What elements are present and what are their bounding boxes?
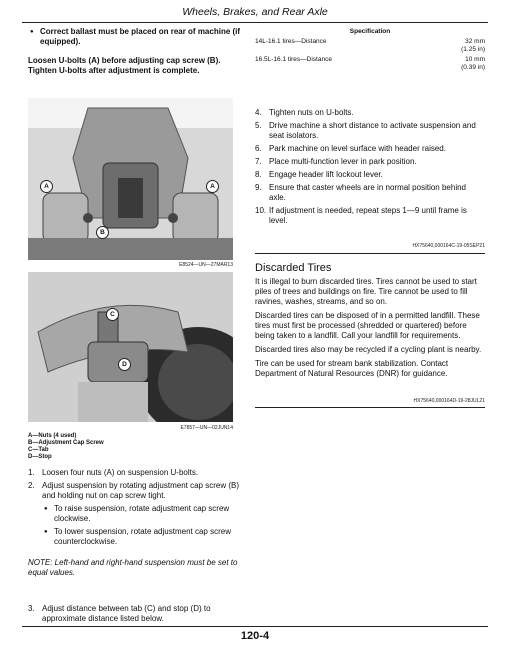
legend-item: A—Nuts (4 used) <box>28 433 77 439</box>
list-item: 7. Place multi-function lever in park position. <box>255 157 417 166</box>
left-steps <box>28 468 248 547</box>
list-item: 4. Tighten nuts on U-bolts. <box>255 108 354 117</box>
section-rule <box>255 253 485 254</box>
spec-title: Specification <box>349 28 391 35</box>
callout-a-left: A <box>40 180 53 193</box>
spec-row <box>255 56 485 64</box>
suspension-photo-2 <box>28 272 233 422</box>
doc-code: HX75640,000164D-19-28JUL21 <box>413 398 485 404</box>
legend-item: D—Stop <box>28 454 52 460</box>
note: NOTE: Left-hand and right-hand suspension must be set to equal values. <box>28 558 238 577</box>
list-item: 5. Drive machine a short distance to activate suspension and seat isolators. <box>255 121 476 140</box>
figure-legend <box>28 433 233 461</box>
suspension-illustration-1 <box>28 98 233 260</box>
sub-bullets <box>28 504 248 547</box>
spec-value: 32 mm <box>465 38 485 45</box>
callout-c: C <box>106 308 119 321</box>
callout-a-right: A <box>206 180 219 193</box>
doc-code: HX75640,000164C-19-05SEP21 <box>412 243 485 249</box>
list-item: 10. If adjustment is needed, repeat steps 1—9 until frame is level. <box>255 206 467 225</box>
callout-b: B <box>96 226 109 239</box>
suspension-photo-1 <box>28 98 233 260</box>
list-item: 6. Park machine on level surface with header raised. <box>255 144 446 153</box>
suspension-illustration-2 <box>28 272 233 422</box>
header-rule <box>22 22 488 23</box>
figure-code: E7857—UN—02JUN14 <box>180 425 233 431</box>
section-rule <box>255 407 485 408</box>
ubolt-warning: Loosen U-bolts (A) before adjusting cap screw (B). Tighten U-bolts after adjustment is complete. <box>28 56 221 75</box>
paragraph: Discarded tires can be disposed of in a permitted landfill. These tires must first be processed (shredded or quartered) before being taken to a landfill. Call your landfill for requirements. <box>255 311 480 340</box>
legend-item: C—Tab <box>28 447 49 453</box>
page-header: Wheels, Brakes, and Rear Axle <box>182 6 328 18</box>
footer-rule <box>22 626 488 627</box>
list-item: 9. Ensure that caster wheels are in normal position behind axle. <box>255 183 466 202</box>
list-item: 1. Loosen four nuts (A) on suspension U-bolts. <box>28 468 199 477</box>
section-title: Discarded Tires <box>255 262 332 274</box>
spec-sub: (0.39 in) <box>461 64 485 71</box>
spec-label: 14L-16.1 tires—Distance <box>255 38 327 45</box>
list-item: ● To raise suspension, rotate adjustment cap screw clockwise. <box>42 504 248 524</box>
list-item: ● To lower suspension, rotate adjustment cap screw counterclockwise. <box>42 527 248 547</box>
paragraph: Tire can be used for stream bank stabilization. Contact Department of Natural Resources (DNR) for guidance. <box>255 359 449 378</box>
figure-code: E8524—UN—27MAR13 <box>179 262 233 268</box>
paragraph: It is illegal to burn discarded tires. Tires cannot be used to start piles of trees and buildings on fire. Tire cannot be used to fill ravines, washes, streams, and so on. <box>255 277 477 306</box>
spec-value: 10 mm <box>465 56 485 63</box>
spec-table <box>255 38 485 74</box>
list-item: 2. Adjust suspension by rotating adjustment cap screw (B) and holding nut on cap screw tight. <box>28 481 239 500</box>
spec-row <box>255 38 485 46</box>
spec-sub: (1.25 in) <box>461 46 485 53</box>
spec-label: 16.5L-16.1 tires—Distance <box>255 56 332 63</box>
right-steps <box>255 108 485 229</box>
page-number: 120-4 <box>240 630 270 642</box>
callout-d: D <box>118 358 131 371</box>
list-item: 8. Engage header lift lockout lever. <box>255 170 383 179</box>
ballast-bullet: ● Correct ballast must be placed on rear of machine (if equipped). <box>28 27 260 47</box>
discarded-body <box>255 277 485 383</box>
legend-item: B—Adjustment Cap Screw <box>28 440 104 446</box>
step-3: 3. Adjust distance between tab (C) and stop (D) to approximate distance listed below. <box>28 604 211 623</box>
paragraph: Discarded tires also may be recycled if a cycling plant is nearby. <box>255 345 482 354</box>
